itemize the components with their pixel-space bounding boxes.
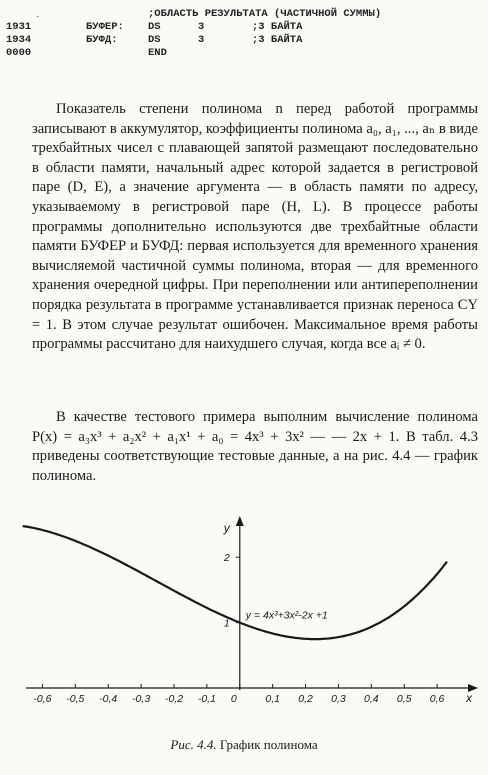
scan-mark: · [36, 12, 40, 23]
caption-text: График полинома [219, 737, 318, 752]
x-tick-label: -0,3 [132, 693, 151, 705]
body-paragraph: Показатель степени полинома n перед работой программы записывают в аккумулятор, коэффициенты полинома a₀, a₁, ..., aₙ в виде трехбайтных чисел с плавающей запятой размещают последовательно в области памяти, начальный адрес которой задается в регистровой паре (D, E), а значение аргумента — в область памяти по адресу, указываемому в регистровой паре (H, L). В процессе работы программы дополнительно используются две трехбайтные области памяти БУФЕР и БУФД: первая используется для временного хранения вычисляемой частичной суммы полинома, вторая — для временного хранения очередной цифры. При переполнении или антипереполнении порядка результата в программе устанавливается признак переноса CY = 1. В этом случае результат ошибочен. Максимальное время работы программы рассчитано для наихудшего случая, когда все aᵢ ≠ 0. [32, 101, 478, 353]
x-tick-label: -0,1 [197, 693, 216, 705]
x-tick-label: 0,1 [265, 693, 280, 705]
x-tick-label: 0,3 [331, 693, 346, 705]
listing-line: 1934 БУФД: DS 3 ;3 БАЙТА [6, 34, 303, 46]
x-tick-label: -0,4 [99, 693, 118, 705]
y-axis-arrow [236, 516, 244, 526]
x-tick-label: 0,5 [396, 693, 412, 705]
x-tick-label: -0,2 [164, 693, 184, 705]
y-axis-label: y [223, 521, 230, 535]
caption-number: Рис. 4.4. [170, 737, 217, 752]
listing-line: ;ОБЛАСТЬ РЕЗУЛЬТАТА (ЧАСТИЧНОЙ СУММЫ) [148, 8, 382, 20]
body-paragraph: В качестве тестового примера выполним вычисление полинома P(x) = a₃x³ + a₂x² + a₁x¹ + a₀ = 4x³ + 3x² — — 2x + 1. В табл. 4.3 приведены соответствующие тестовые данные, а на рис. 4.4 — график полинома. [32, 409, 478, 484]
x-tick-label: -0,5 [66, 693, 85, 705]
x-tick-label: 0 [230, 693, 237, 705]
x-tick-label: 0,2 [298, 693, 313, 705]
figure-caption [0, 737, 488, 753]
listing-line: 0000 END [6, 47, 167, 59]
x-tick-label: -0,6 [33, 693, 52, 705]
polynomial-figure [0, 510, 488, 710]
curve-label: y = 4x³+3x²-2x +1 [245, 609, 328, 622]
polynomial-curve [23, 526, 447, 639]
x-axis-label: x [466, 691, 472, 705]
x-tick-label: 0,6 [429, 693, 445, 705]
listing-line: 1931 БУФЕР: DS 3 ;3 БАЙТА [6, 21, 303, 33]
ticks [33, 552, 444, 705]
axes [26, 516, 478, 692]
polynomial-plot [0, 510, 488, 710]
assembly-listing [6, 8, 476, 60]
y-tick-label: 2 [223, 552, 230, 565]
y-tick-label: 1 [223, 617, 230, 630]
x-tick-label: 0,4 [364, 693, 379, 705]
